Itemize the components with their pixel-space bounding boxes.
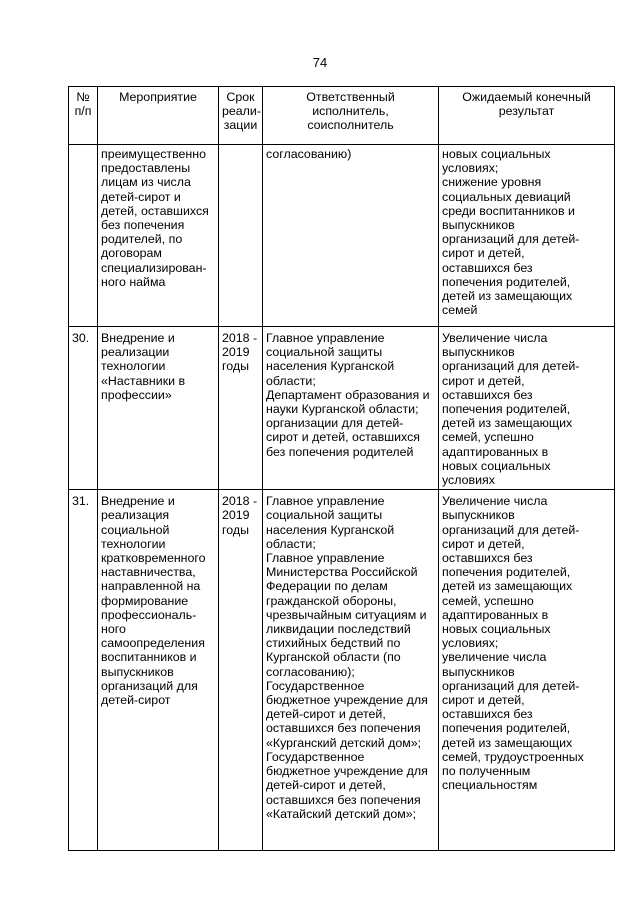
table-header-row [69,87,615,145]
cell-responsible: Главное управление социальной защиты населения Курганской области; Департамент образования и науки Курганской области; организации для детей- сирот и детей, оставшихся без попечения родителей [263,327,439,490]
cell-num: 30. [69,327,98,490]
table-row [69,145,615,327]
header-num: № п/п [69,87,98,145]
table-row [69,490,615,851]
header-responsible: Ответственный исполнитель, соисполнитель [263,87,439,145]
cell-term [219,145,263,327]
cell-responsible: Главное управление социальной защиты населения Курганской области; Главное управление Министерства Российской Федерации по делам гражданской обороны, чрезвычайным ситуациям и ликвидации последствий стихийных бедствий по Курганской области (по согласованию); Государственное бюджетное учреждение для детей-сирот и детей, оставшихся без попечения «Курганский детский дом»; Государственное бюджетное учреждение для детей-сирот и детей, оставшихся без попечения «Катайский детский дом»; [263,490,439,851]
cell-result: Увеличение числа выпускников организаций для детей- сирот и детей, оставшихся без попечения родителей, детей из замещающих семей, успешно адаптированных в новых социальных условиях; увеличение числа выпускников организаций для детей- сирот и детей, оставшихся без попечения родителей, детей из замещающих семей, трудоустроенных по полученным специальностям [439,490,615,851]
header-activity: Мероприятие [98,87,219,145]
measures-table [68,86,615,851]
cell-result: новых социальных условиях; снижение уровня социальных девиаций среди воспитанников и выпускников организаций для детей- сирот и детей, оставшихся без попечения родителей, детей из замещающих семей [439,145,615,327]
header-result: Ожидаемый конечный результат [439,87,615,145]
cell-activity: преимущественно предоставлены лицам из числа детей-сирот и детей, оставшихся без попечения родителей, по договорам специализирован- ного найма [98,145,219,327]
cell-term: 2018 - 2019 годы [219,490,263,851]
page-number: 74 [312,55,328,70]
header-term: Срок реали- зации [219,87,263,145]
cell-responsible: согласованию) [263,145,439,327]
cell-num: 31. [69,490,98,851]
table-row [69,327,615,490]
cell-num [69,145,98,327]
cell-activity: Внедрение и реализации технологии «Наставники в профессии» [98,327,219,490]
cell-term: 2018 - 2019 годы [219,327,263,490]
cell-activity: Внедрение и реализация социальной технологии кратковременного наставничества, направленной на формирование профессиональ- ного самоопределения воспитанников и выпускников организаций для детей-сирот [98,490,219,851]
cell-result: Увеличение числа выпускников организаций для детей- сирот и детей, оставшихся без попечения родителей, детей из замещающих семей, успешно адаптированных в новых социальных условиях [439,327,615,490]
